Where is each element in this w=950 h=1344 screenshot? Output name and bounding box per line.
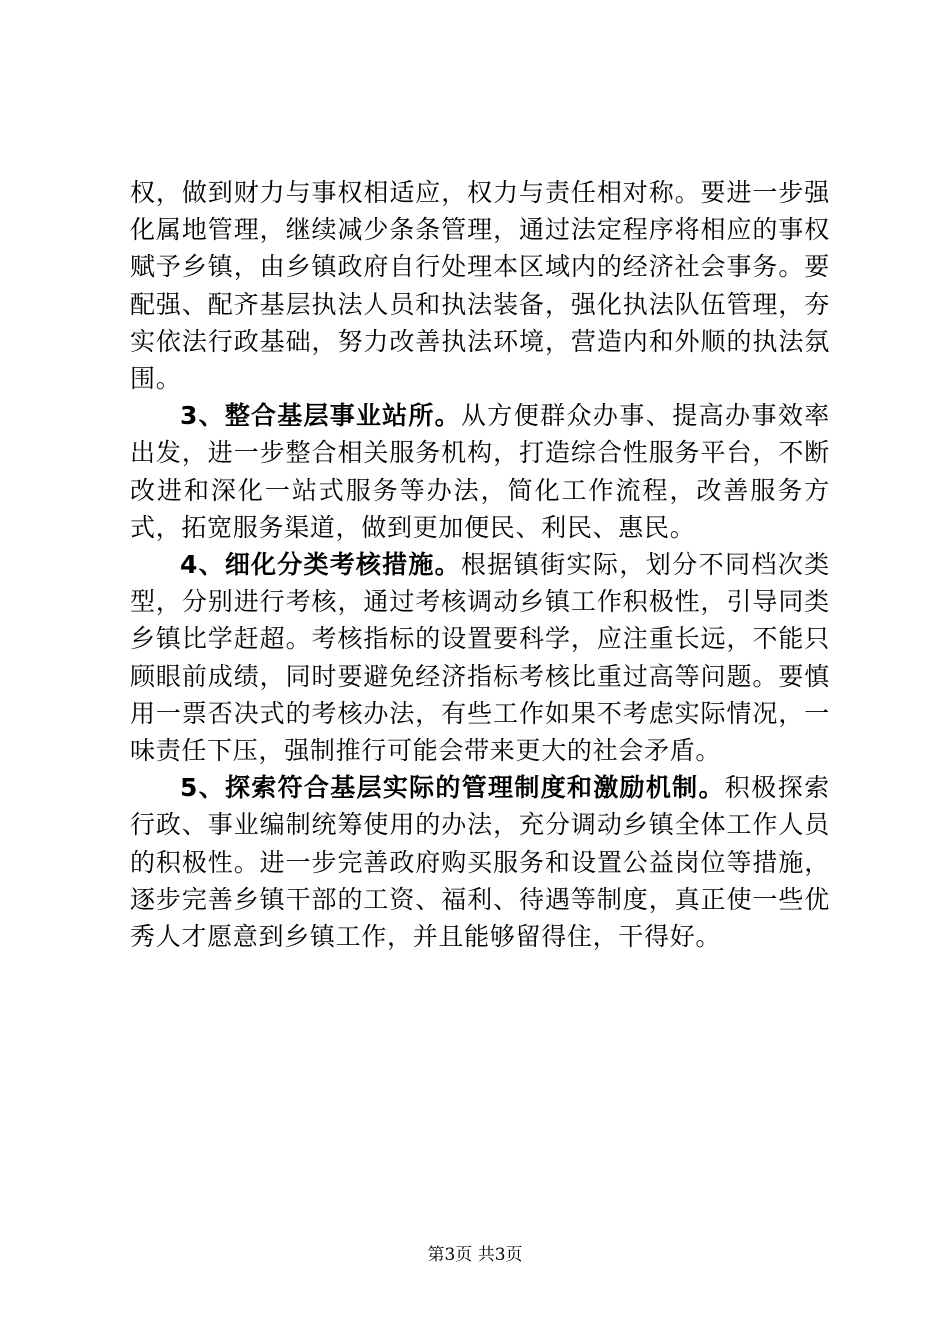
paragraph-item-3	[130, 397, 830, 546]
paragraph-item-4	[130, 546, 830, 769]
paragraph-text: 积极探索行政、事业编制统筹使用的办法，充分调动乡镇全体工作人员的积极性。进一步完善政府购买服务和设置公益岗位等措施，逐步完善乡镇干部的工资、福利、待遇等制度，真正使一些优秀人才愿意到乡镇工作，并且能够留得住，干得好。	[130, 773, 830, 952]
paragraph-text: 从方便群众办事、提高办事效率出发，进一步整合相关服务机构，打造综合性服务平台，不断改进和深化一站式服务等办法，简化工作流程，改善服务方式，拓宽服务渠道，做到更加便民、利民、惠民。	[130, 401, 830, 542]
paragraph-text: 权，做到财力与事权相适应，权力与责任相对称。要进一步强化属地管理，继续减少条条管理，通过法定程序将相应的事权赋予乡镇，由乡镇政府自行处理本区域内的经济社会事务。要配强、配齐基层执法人员和执法装备，强化执法队伍管理，夯实依法行政基础，努力改善执法环境，营造内和外顺的执法氛围。	[130, 178, 830, 394]
paragraph-heading: 3、整合基层事业站所。	[180, 401, 461, 431]
paragraph-text: 根据镇街实际，划分不同档次类型，分别进行考核，通过考核调动乡镇工作积极性，引导同类乡镇比学赶超。考核指标的设置要科学，应注重长远，不能只顾眼前成绩，同时要避免经济指标考核比重过高等问题。要慎用一票否决式的考核办法，有些工作如果不考虑实际情况，一味责任下压，强制推行可能会带来更大的社会矛盾。	[130, 550, 830, 766]
paragraph-heading: 4、细化分类考核措施。	[180, 550, 461, 580]
paragraph-continuation	[130, 174, 830, 397]
paragraph-item-5	[130, 769, 830, 955]
paragraph-heading: 5、探索符合基层实际的管理制度和激励机制。	[180, 773, 725, 803]
page-number-footer: 第3页 共3页	[427, 1245, 523, 1265]
document-body	[130, 174, 830, 955]
